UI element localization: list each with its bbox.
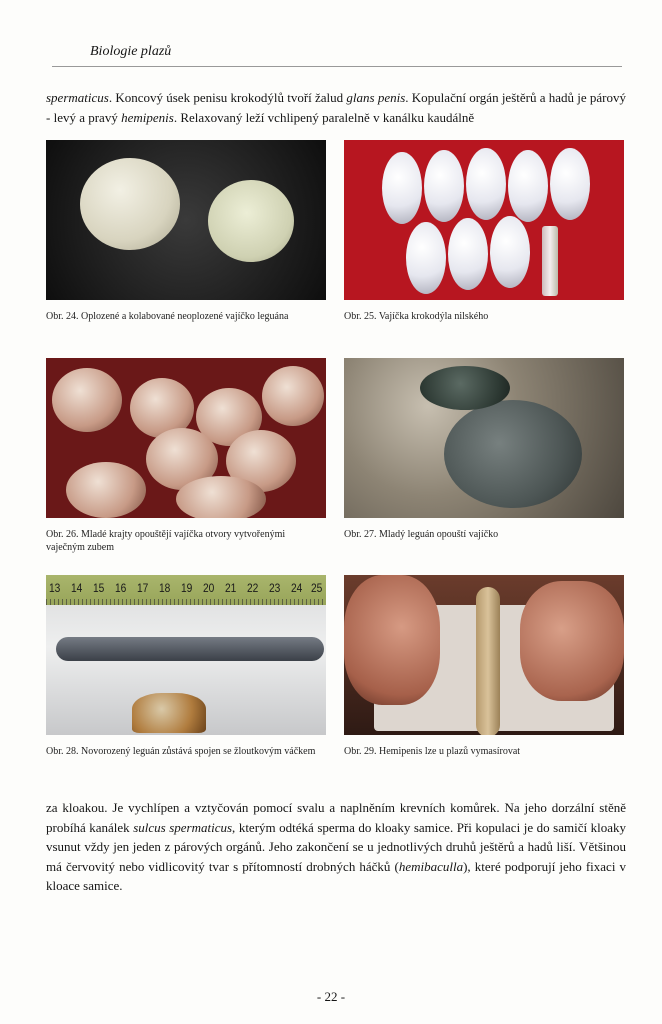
ruler (46, 575, 326, 605)
ruler-ticks (46, 599, 326, 605)
ruler-number: 21 (225, 581, 237, 595)
ruler-number: 13 (49, 581, 61, 595)
caption-29: Obr. 29. Hemipenis lze u plazů vymasírovat (344, 746, 521, 757)
ruler-number: 15 (93, 581, 105, 595)
left-hand (344, 575, 440, 705)
egg (550, 148, 590, 220)
ruler-number: 24 (291, 581, 303, 595)
ruler-number: 14 (71, 581, 83, 595)
iguana-body (56, 637, 324, 661)
caption-25: Obr. 25. Vajíčka krokodýla nilského (344, 311, 489, 322)
term-hemipenis: hemipenis (121, 109, 174, 125)
fertilized-egg (80, 158, 180, 250)
photo-newborn-iguana (46, 575, 326, 735)
term-glans-penis: glans penis (346, 90, 406, 105)
ruler-number: 25 (311, 581, 323, 595)
ruler-number: 20 (203, 581, 215, 595)
paragraph-top (46, 88, 626, 127)
figure-28 (46, 575, 326, 758)
photo-iguana-hatching (344, 358, 624, 518)
paragraph-bottom (46, 798, 626, 896)
photo-iguana-eggs (46, 140, 326, 300)
caption-27: Obr. 27. Mladý leguán opouští vajíčko (344, 529, 499, 540)
photo-crocodile-eggs (344, 140, 624, 300)
caption-26: Obr. 26. Mladé krajty opouštějí vajíčka otvory vytvořenými vaječným zubem (46, 529, 286, 553)
egg (466, 148, 506, 220)
text-run: , kterým odtéká sperma do kloaky samice. Při kopulaci je do samičí kloaky vsunut vždy jen jeden z párových orgánů. Jeho zakončení se u jednotlivých druhů ještěrů a hadů liší. Většinou má červovitý nebo vidlicovitý tvar s přítomností drobných háčků ( (46, 819, 626, 874)
egg (406, 222, 446, 294)
figure-25 (344, 140, 624, 323)
text-run: . Kopulační orgán ještěrů a hadů je párový - levý a pravý (46, 90, 626, 125)
iguana-head (420, 366, 510, 410)
text-run: . Koncový úsek penisu krokodýlů tvoří žalud (108, 90, 347, 105)
ruler-number: 19 (181, 581, 193, 595)
egg (508, 150, 548, 222)
header-title: Biologie plazů (90, 44, 172, 59)
figure-24 (46, 140, 326, 323)
caption-24: Obr. 24. Oplozené a kolabované neoplozené vajíčko leguána (46, 311, 289, 322)
egg (424, 150, 464, 222)
right-hand (520, 581, 624, 701)
collapsed-egg (208, 180, 294, 262)
lizard (476, 587, 500, 735)
ruler-number: 22 (247, 581, 259, 595)
caption-28: Obr. 28. Novorozený leguán zůstává spojen se žloutkovým váčkem (46, 746, 316, 757)
running-header (52, 44, 622, 67)
figure-27 (344, 358, 624, 541)
egg (262, 366, 324, 426)
ruler-number: 23 (269, 581, 281, 595)
page-number: - 22 - (316, 989, 346, 1004)
text-run: . Relaxovaný leží vchlipený paralelně v kanálku kaudálně (173, 109, 475, 125)
egg (176, 476, 266, 518)
photo-python-hatchlings (46, 358, 326, 518)
egg (382, 152, 422, 224)
term-spermaticus: spermaticus (46, 90, 109, 105)
egg (52, 368, 122, 432)
egg (444, 400, 582, 508)
term-hemibaculla: hemibaculla (398, 858, 464, 874)
egg (490, 216, 530, 288)
term-sulcus-spermaticus: sulcus spermaticus (133, 819, 233, 835)
ruler-number: 18 (159, 581, 171, 595)
ruler-number: 17 (137, 581, 149, 595)
ruler-number: 16 (115, 581, 127, 595)
photo-hemipenis (344, 575, 624, 735)
yolk-sac (132, 693, 206, 733)
text-run: za kloakou. Je vychlípen a vztyčován pomocí svalu a naplněním krevních komůrek. Na jeho dorzální stěně probíhá kanálek (46, 800, 626, 835)
figure-29 (344, 575, 624, 758)
egg (66, 462, 146, 518)
text-run: ), které podporují jeho fixaci v kloace samice. (46, 858, 626, 893)
figure-26 (46, 358, 326, 554)
egg (448, 218, 488, 290)
measuring-tube (542, 226, 558, 296)
